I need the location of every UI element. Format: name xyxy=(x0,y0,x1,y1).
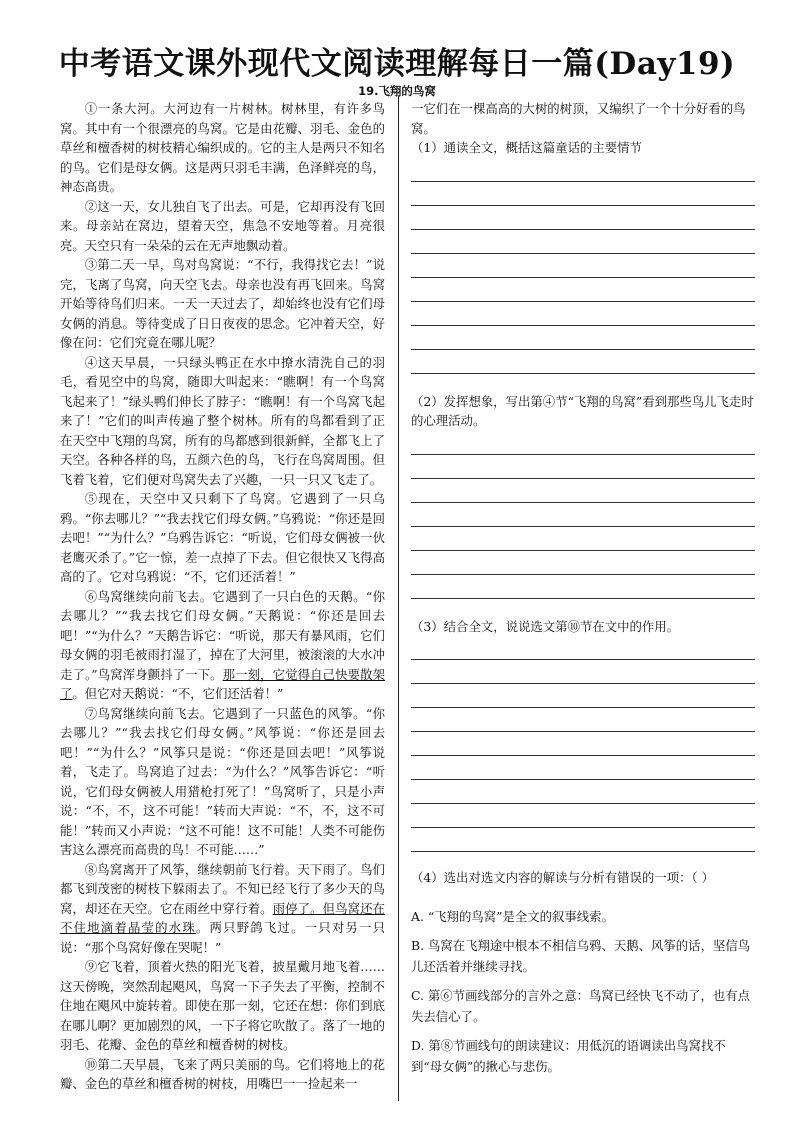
answer-lines-1[interactable] xyxy=(411,158,755,374)
paragraph-8-text-end: 。两只野鸽飞过。一只对另一只说：“那个鸟窝好像在哭呢！” xyxy=(60,920,386,955)
paragraph-9: ⑨它飞着，顶着火热的阳光飞着，披星戴月地飞着……这天傍晚，突然刮起飓风，鸟窝一下子失去了平衡，控制不住地在飓风中旋转着。即使在那一刻，它还在想：你们到底在哪儿啊？更加剧烈的风，一下子将它吹散了。落了一地的羽毛、花瓣、金色的草丝和檀香树的树枝。 xyxy=(60,959,385,1052)
paragraph-6-text-end: 。但它对天鹅说：“不，它们还活着！” xyxy=(72,686,284,701)
paragraph-6 xyxy=(60,587,385,704)
paragraph-8 xyxy=(60,860,385,958)
page-title: 中考语文课外现代文阅读理解每日一篇(Day19) xyxy=(58,46,736,82)
question-1: （1）通读全文，概括这篇童话的主要情节 xyxy=(411,140,642,155)
paragraph-10: ⑩第二天早晨，飞来了两只美丽的鸟。它们将地上的花瓣、金色的草丝和檀香树的树枝，用嘴巴一一捡起来一 xyxy=(60,1056,385,1091)
option-a: A. “飞翔的鸟窝”是全文的叙事线索。 xyxy=(411,908,614,924)
option-b: B. 鸟窝在飞翔途中根本不相信乌鸦、天鹅、风筝的话，坚信鸟儿还活着并继续寻找。 xyxy=(411,937,751,974)
question-2: （2）发挥想象，写出第④节“飞翔的鸟窝”看到那些鸟儿飞走时的心理活动。 xyxy=(411,393,754,428)
paragraph-8-underlined: 雨停了。但鸟窝还在不住地滴着晶莹的水珠 xyxy=(60,900,386,935)
option-c: C. 第⑥节画线部分的言外之意：鸟窝已经快飞不动了，也有点失去信心了。 xyxy=(411,987,751,1024)
paragraph-4: ④这天早晨，一只绿头鸭正在水中撩水清洗自己的羽毛，看见空中的鸟窝，随即大叫起来：“瞧啊！有一个鸟窝飞起来了！”绿头鸭们伸长了脖子：“瞧啊！有一个鸟窝飞起来了！”它们的叫声传遍了整个树林。所有的鸟都看到了正在天空中飞翔的鸟窝，所有的鸟都感到很新鲜，全都飞上了天空。各种各样的鸟，五颜六色的鸟，飞行在鸟窝周围。但飞着飞着，它们便对鸟窝失去了兴趣，一只一只又飞走了。 xyxy=(60,354,385,487)
paragraph-6-text: ⑥鸟窝继续向前飞去。它遇到了一只白色的天鹅。“你去哪儿？”“我去找它们母女俩。”天鹅说：“你还是回去吧！”“为什么？”天鹅告诉它：“听说，那天有暴风雨，它们母女俩的羽毛被雨打湿了，掉在了大河里，被滚滚的大水冲走了。”鸟窝浑身颤抖了一下。 xyxy=(60,588,385,682)
paragraph-5: ⑤现在，天空中又只剩下了鸟窝。它遇到了一只乌鸦。“你去哪儿？”“我去找它们母女俩。”乌鸦说：“你还是回去吧！”“为什么？”乌鸦告诉它：“听说，它们母女俩被一伙老鹰灭杀了。”它一惊，差一点掉了下去。但它很快又飞得高高的了。它对乌鸦说：“不，它们还活着！” xyxy=(60,491,385,584)
questions-right-column xyxy=(411,99,755,1077)
paragraph-8-text: ⑧鸟窝离开了风筝，继续朝前飞行着。天下雨了。鸟们都飞到茂密的树枝下躲雨去了。不知已经飞行了多少天的鸟窝，却还在天空。它在雨丝中穿行着。 xyxy=(60,861,385,916)
paragraph-6-underlined: 那一刻，它觉得自己快要散架了 xyxy=(60,666,385,701)
paragraph-3: ③第二天一早，鸟对鸟窝说：“不行，我得找它去！”说完，飞离了鸟窝，向天空飞去。母亲也没有再飞回来。鸟窝开始等待鸟们归来。一天一天过去了，却始终也没有它们母女俩的消息。等待变成了日日夜夜的思念。它冲着天空，好像在问：它们究竟在哪儿呢？ xyxy=(60,257,385,350)
option-d: D. 第⑧节画线句的朗读建议：用低沉的语调读出鸟窝找不到“母女俩”的揪心与悲伤。 xyxy=(411,1037,726,1074)
passage-left-column xyxy=(60,99,385,1094)
answer-lines-2[interactable] xyxy=(411,431,755,599)
paragraph-1: ①一条大河。大河边有一片树林。树林里，有许多鸟窝。其中有一个很漂亮的鸟窝。它是由花瓣、羽毛、金色的草丝和檀香树的树枝精心编织成的。它的主人是两只不知名的鸟。它们是母女俩。这是两只羽毛丰满，色泽鲜亮的鸟，神态高贵。 xyxy=(60,101,385,194)
passage-title: 19.飞翔的鸟窝 xyxy=(358,84,436,98)
paragraph-2: ②这一天，女儿独自飞了出去。可是，它却再没有飞回来。母亲站在窝边，望着天空，焦急不安地等着。月亮很亮。天空只有一朵朵的云在无声地飘动着。 xyxy=(60,198,385,253)
question-3: （3）结合全文，说说选文第⑩节在文中的作用。 xyxy=(411,618,680,634)
answer-lines-3[interactable] xyxy=(411,636,755,852)
paragraph-10-continued: 一它们在一棵高高的大树的树顶，又编织了一个十分好看的鸟窝。 xyxy=(411,101,746,136)
paragraph-7: ⑦鸟窝继续向前飞去。它遇到了一只蓝色的风筝。“你去哪儿？”“我去找它们母女俩。”风筝说：“你还是回去吧！”“为什么？”风筝只是说：“你还是回去吧！”风筝说着，飞走了。鸟窝追了过去：“为什么？”风筝告诉它：“听说，它们母女俩被人用猎枪打死了！”鸟窝听了，只是小声说：“不，不，这不可能！”转而大声说：“不，不，这不可能！”转而又小声说：“这不可能！这不可能！人类不可能伤害这么漂亮而高贵的鸟！不可能……” xyxy=(60,705,385,857)
question-4: （4）选出对选文内容的解读与分析有错误的一项：（ ） xyxy=(411,870,714,885)
column-divider xyxy=(398,96,399,1101)
